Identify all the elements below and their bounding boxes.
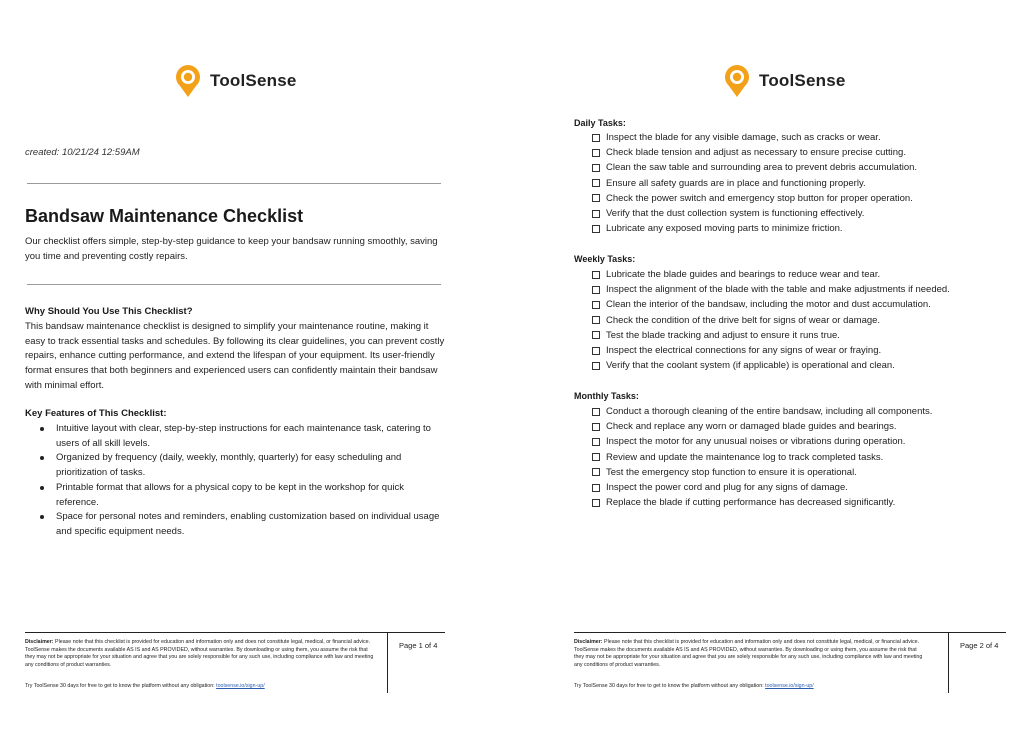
signup-link[interactable]: toolsense.io/sign-up/ xyxy=(765,683,814,689)
disclaimer-label: Disclaimer: xyxy=(574,639,603,645)
task-text: Replace the blade if cutting performance has decreased significantly. xyxy=(606,497,896,509)
disclaimer xyxy=(574,639,924,669)
monthly-tasks-list xyxy=(592,404,932,510)
checkbox[interactable] xyxy=(592,331,600,339)
page-footer xyxy=(574,632,1006,693)
checkbox[interactable] xyxy=(592,423,600,431)
task-text: Inspect the electrical connections for any signs of wear or fraying. xyxy=(606,344,882,356)
location-pin-icon xyxy=(723,64,751,98)
disclaimer xyxy=(25,639,375,669)
list-item[interactable] xyxy=(592,328,950,343)
disclaimer-text: Please note that this checklist is provided for education and information only and does not constitute legal, medical, or financial advice. ToolSense makes the documents available AS IS and AS PROVIDED, without warranties. By downloading or using them, you assume the risk that they may not be appropriate for your situation and agree that you are solely responsible for any such use, including compliance with law and meeting any conditions of product warranties. xyxy=(574,639,923,668)
monthly-tasks-heading: Monthly Tasks: xyxy=(574,391,639,401)
list-item xyxy=(25,422,441,451)
list-item[interactable] xyxy=(592,434,932,449)
features-list xyxy=(25,422,441,540)
bullet-icon xyxy=(40,456,44,460)
task-text: Clean the interior of the bandsaw, including the motor and dust accumulation. xyxy=(606,299,931,311)
daily-tasks-heading: Daily Tasks: xyxy=(574,118,626,128)
task-text: Conduct a thorough cleaning of the entire bandsaw, including all components. xyxy=(606,406,933,417)
bullet-icon xyxy=(40,486,44,490)
weekly-tasks-heading: Weekly Tasks: xyxy=(574,254,636,264)
trial-note xyxy=(574,683,814,689)
checkbox[interactable] xyxy=(592,225,600,233)
task-text: Test the blade tracking and adjust to ensure it runs true. xyxy=(606,329,840,341)
toolsense-logo xyxy=(174,64,297,98)
task-text: Clean the saw table and surrounding area to prevent debris accumulation. xyxy=(606,162,918,174)
feature-text: Printable format that allows for a physical copy to be kept in the workshop for quick reference. xyxy=(56,481,404,508)
task-text: Inspect the alignment of the blade with the table and make adjustments if needed. xyxy=(606,284,950,296)
checkbox[interactable] xyxy=(592,438,600,446)
list-item[interactable] xyxy=(592,221,917,236)
checkbox[interactable] xyxy=(592,408,600,416)
list-item xyxy=(25,451,441,480)
list-item[interactable] xyxy=(592,282,950,297)
page-number: Page 2 of 4 xyxy=(960,641,999,650)
disclaimer-label: Disclaimer: xyxy=(25,639,54,645)
task-text: Verify that the dust collection system is functioning effectively. xyxy=(606,207,865,219)
why-text: This bandsaw maintenance checklist is designed to simplify your maintenance routine, making it easy to track essential tasks and schedules. By following its clear guidelines, you can prevent costly repairs, enhance cutting performance, and extend the lifespan of your equipment. Its user-friendly format ensures that both beginners and experienced users can confidently maintain their bandsaw with minimal effort. xyxy=(25,321,445,391)
task-text: Verify that the coolant system (if applicable) is operational and clean. xyxy=(606,360,895,372)
checkbox[interactable] xyxy=(592,164,600,172)
page-footer xyxy=(25,632,445,693)
footer-divider xyxy=(387,633,388,693)
checkbox[interactable] xyxy=(592,286,600,294)
task-text: Check the condition of the drive belt for signs of wear or damage. xyxy=(606,314,881,326)
why-heading: Why Should You Use This Checklist? xyxy=(25,306,193,317)
bullet-icon xyxy=(40,427,44,431)
page-number: Page 1 of 4 xyxy=(399,641,438,650)
task-text: Inspect the power cord and plug for any signs of damage. xyxy=(606,481,848,493)
features-heading: Key Features of This Checklist: xyxy=(25,408,167,419)
weekly-tasks-list xyxy=(592,267,950,373)
signup-link[interactable]: toolsense.io/sign-up/ xyxy=(216,683,265,689)
list-item[interactable] xyxy=(592,145,917,160)
checkbox[interactable] xyxy=(592,301,600,309)
footer-divider xyxy=(948,633,949,693)
list-item[interactable] xyxy=(592,130,917,145)
checkbox[interactable] xyxy=(592,210,600,218)
checkbox[interactable] xyxy=(592,271,600,279)
list-item[interactable] xyxy=(592,176,917,191)
brand-name: ToolSense xyxy=(210,71,297,90)
location-pin-icon xyxy=(174,64,202,98)
feature-text: Space for personal notes and reminders, enabling customization based on individual usage and specific equipment needs. xyxy=(56,511,440,537)
list-item xyxy=(25,481,441,510)
task-text: Ensure all safety guards are in place and functioning properly. xyxy=(606,177,866,189)
list-item[interactable] xyxy=(592,495,932,510)
task-text: Check the power switch and emergency stop button for proper operation. xyxy=(606,192,913,204)
divider xyxy=(27,284,441,285)
document-page-2 xyxy=(512,0,1024,751)
checkbox[interactable] xyxy=(592,194,600,202)
checkbox[interactable] xyxy=(592,316,600,324)
list-item xyxy=(25,510,441,539)
list-item[interactable] xyxy=(592,450,932,465)
toolsense-logo xyxy=(723,64,846,98)
list-item[interactable] xyxy=(592,160,917,175)
checkbox[interactable] xyxy=(592,362,600,370)
disclaimer-text: Please note that this checklist is provided for education and information only and does not constitute legal, medical, or financial advice. ToolSense makes the documents available AS IS and AS PROVIDED, without warranties. By downloading or using them, you assume the risk that they may not be appropriate for your situation and agree that you are solely responsible for any such use, including compliance with law and meeting any conditions of product warranties. xyxy=(25,639,374,668)
checkbox[interactable] xyxy=(592,347,600,355)
trial-text: Try ToolSense 30 days for free to get to know the platform without any obligation: xyxy=(574,683,764,689)
task-text: Test the emergency stop function to ensure it is operational. xyxy=(606,466,857,478)
list-item[interactable] xyxy=(592,465,932,480)
intro-text: Our checklist offers simple, step-by-step guidance to keep your bandsaw running smoothly, saving you time and preventing costly repairs. xyxy=(25,236,438,262)
list-item[interactable] xyxy=(592,191,917,206)
checkbox[interactable] xyxy=(592,453,600,461)
list-item[interactable] xyxy=(592,297,950,312)
bullet-icon xyxy=(40,515,44,519)
checkbox[interactable] xyxy=(592,179,600,187)
list-item[interactable] xyxy=(592,343,950,358)
list-item[interactable] xyxy=(592,206,917,221)
list-item[interactable] xyxy=(592,404,932,419)
divider xyxy=(27,183,441,184)
checkbox[interactable] xyxy=(592,149,600,157)
checkbox[interactable] xyxy=(592,134,600,142)
feature-text: Organized by frequency (daily, weekly, monthly, quarterly) for easy scheduling and prioritization of tasks. xyxy=(56,452,402,479)
list-item[interactable] xyxy=(592,358,950,373)
page-title: Bandsaw Maintenance Checklist xyxy=(25,206,304,226)
brand-name: ToolSense xyxy=(759,71,846,90)
list-item[interactable] xyxy=(592,480,932,495)
list-item[interactable] xyxy=(592,267,950,282)
daily-tasks-list xyxy=(592,130,917,236)
list-item[interactable] xyxy=(592,419,932,434)
created-timestamp: created: 10/21/24 12:59AM xyxy=(25,147,140,158)
task-text: Lubricate the blade guides and bearings to reduce wear and tear. xyxy=(606,269,881,280)
checkbox[interactable] xyxy=(592,484,600,492)
checkbox[interactable] xyxy=(592,468,600,476)
feature-text: Intuitive layout with clear, step-by-step instructions for each maintenance task, catering to users of all skill levels. xyxy=(56,423,431,449)
task-text: Lubricate any exposed moving parts to minimize friction. xyxy=(606,223,843,235)
task-text: Inspect the motor for any unusual noises or vibrations during operation. xyxy=(606,436,906,448)
task-text: Check and replace any worn or damaged blade guides and bearings. xyxy=(606,421,897,433)
list-item[interactable] xyxy=(592,313,950,328)
task-text: Inspect the blade for any visible damage, such as cracks or wear. xyxy=(606,132,881,143)
trial-note xyxy=(25,683,265,689)
checkbox[interactable] xyxy=(592,499,600,507)
task-text: Review and update the maintenance log to track completed tasks. xyxy=(606,451,884,463)
trial-text: Try ToolSense 30 days for free to get to know the platform without any obligation: xyxy=(25,683,215,689)
task-text: Check blade tension and adjust as necessary to ensure precise cutting. xyxy=(606,147,906,159)
